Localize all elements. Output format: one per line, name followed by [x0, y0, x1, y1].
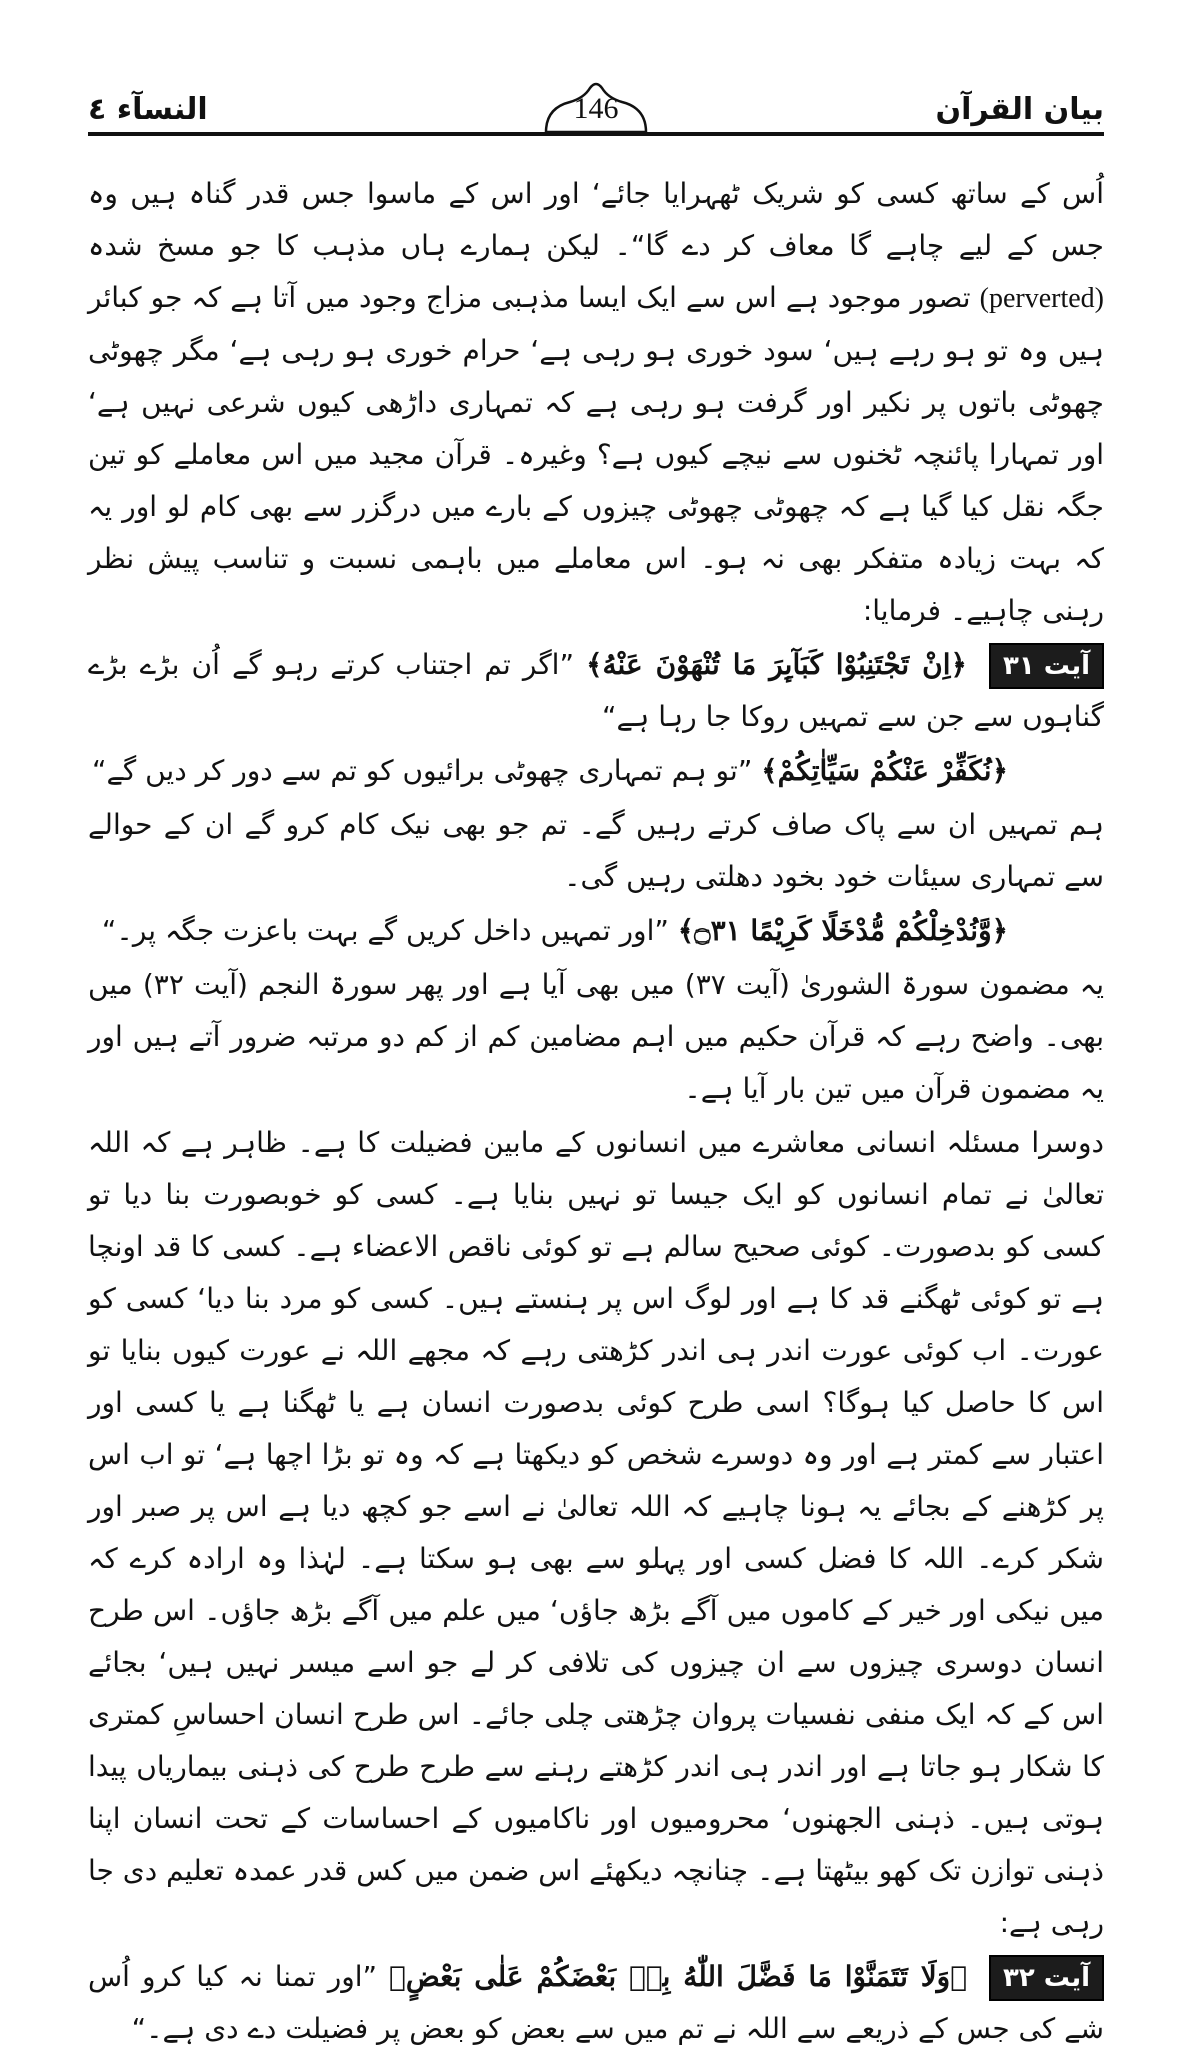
verse-number-tag: آیت ۳۱ [989, 643, 1104, 689]
verse-translation: ”اور تمہیں داخل کریں گے بہت باعزت جگہ پر۔“ [101, 914, 669, 947]
page-number-badge [540, 78, 652, 140]
page-body [88, 168, 1104, 2057]
verse-line [88, 639, 1104, 743]
paragraph-text: یہ مضمون سورۃ الشوریٰ (آیت ۳۷) میں بھی آیا ہے اور پھر سورۃ النجم (آیت ۳۲) میں بھی۔ واضح رہے کہ قرآن حکیم میں اہم مضامین کم از کم دو مرتبہ ضرور آتے ہیں اور یہ مضمون قرآن میں تین بار آیا ہے۔ [88, 968, 1104, 1105]
paragraph-text: اُس کے ساتھ کسی کو شریک ٹھہرایا جائے‘ اور اس کے ماسوا جس قدر گناہ ہیں وہ جس کے لیے چاہے گا معاف کر دے گا“۔ لیکن ہمارے ہاں مذہب کا جو مسخ شدہ [88, 177, 1104, 262]
arabic-verse: ﴿وَّنُدْخِلْكُمْ مُّدْخَلًا كَرِيْمًا ۝۳۱﴾ [677, 914, 1008, 947]
arabic-verse: ﴿وَلَا تَتَمَنَّوْا مَا فَضَّلَ اللّٰهُ بِهٖ بَعْضَكُمْ عَلٰى بَعْضٍ﴾ [389, 1960, 967, 1993]
paragraph [88, 959, 1104, 1115]
paragraph [88, 1117, 1104, 1949]
arabic-verse: ﴿اِنْ تَجْتَنِبُوْا كَبَآىِٕرَ مَا تُنْهَوْنَ عَنْهُ﴾ [586, 648, 967, 681]
verse-translation: ”اور تمنا نہ کیا کرو اُس شے کی جس کے ذریعے سے اللہ نے تم میں سے بعض کو بعض پر فضیلت دے دی ہے۔“ [88, 1960, 1104, 2045]
arabic-verse: ﴿نُكَفِّرْ عَنْكُمْ سَيِّاٰتِكُمْ﴾ [761, 754, 1008, 787]
book-title: بیان القرآن [919, 92, 1104, 127]
paragraph-text: ہم تمہیں ان سے پاک صاف کرتے رہیں گے۔ تم جو بھی نیک کام کرو گے ان کے حوالے سے تمہاری سیئات خود بخود دھلتی رہیں گی۔ [88, 808, 1104, 893]
paragraph-text: تصور موجود ہے اس سے ایک ایسا مذہبی مزاج وجود میں آتا ہے کہ جو کبائر ہیں وہ تو ہو رہے ہیں‘ سود خوری ہو رہی ہے‘ حرام خوری ہو رہی ہے‘ مگر چھوٹی چھوٹی باتوں پر نکیر اور گرفت ہو رہی ہے کہ تمہاری داڑھی کیوں شرعی نہیں ہے‘ اور تمہارا پائنچہ ٹخنوں سے نیچے کیوں ہے؟ وغیرہ۔ قرآن مجید میں اس معاملے کو تین جگہ نقل کیا گیا ہے کہ چھوٹی چھوٹی چیزوں کے بارے میں درگزر سے بھی کام لو اور یہ کہ بہت زیادہ متفکر بھی نہ ہو۔ اس معاملے میں باہمی نسبت و تناسب پیش نظر رہنی چاہیے۔ فرمایا: [88, 281, 1104, 627]
page-number: 146 [573, 92, 619, 125]
verse-translation: ”اگر تم اجتناب کرتے رہو گے اُن بڑے بڑے گناہوں سے جن سے تمہیں روکا جا رہا ہے“ [88, 648, 1104, 733]
verse-line [88, 905, 1104, 957]
verse-line [88, 1951, 1104, 2055]
paragraph [88, 168, 1104, 637]
english-term: (perverted) [979, 283, 1104, 314]
verse-translation: ”تو ہم تمہاری چھوٹی برائیوں کو تم سے دور کر دیں گے“ [91, 754, 753, 787]
page-header [88, 88, 1104, 142]
surah-name: النسآء ٤ [88, 92, 224, 127]
paragraph [88, 799, 1104, 903]
verse-line [88, 745, 1104, 797]
verse-number-tag: آیت ۳۲ [989, 1955, 1104, 2001]
paragraph-text: دوسرا مسئلہ انسانی معاشرے میں انسانوں کے مابین فضیلت کا ہے۔ ظاہر ہے کہ اللہ تعالیٰ نے تمام انسانوں کو ایک جیسا تو نہیں بنایا ہے۔ کسی کو خوبصورت بنا دیا تو کسی کو بدصورت۔ کوئی صحیح سالم ہے تو کوئی ناقص الاعضاء ہے۔ کسی کا قد اونچا ہے تو کوئی ٹھگنے قد کا ہے اور لوگ اس پر ہنستے ہیں۔ کسی کو مرد بنا دیا‘ کسی کو عورت۔ اب کوئی عورت اندر ہی اندر کڑھتی رہے کہ مجھے اللہ نے عورت کیوں بنایا تو اس کا حاصل کیا ہوگا؟ اسی طرح کوئی بدصورت انسان ہے یا ٹھگنا ہے یا کسی اور اعتبار سے کمتر ہے اور وہ دوسرے شخص کو دیکھتا ہے کہ وہ تو بڑا اچھا ہے‘ تو اب اس پر کڑھنے کے بجائے یہ ہونا چاہیے کہ اللہ تعالیٰ نے اسے جو کچھ دیا ہے اس پر صبر اور شکر کرے۔ اللہ کا فضل کسی اور پہلو سے بھی ہو سکتا ہے۔ لہٰذا وہ ارادہ کرے کہ میں نیکی اور خیر کے کاموں میں آگے بڑھ جاؤں‘ میں علم میں آگے بڑھ جاؤں۔ اس طرح انسان دوسری چیزوں سے ان چیزوں کی تلافی کر لے جو اسے میسر نہیں ہیں‘ بجائے اس کے کہ ایک منفی نفسیات پروان چڑھتی چلی جائے۔ اس طرح انسان احساسِ کمتری کا شکار ہو جاتا ہے اور اندر ہی اندر کڑھتے رہنے سے طرح طرح کی ذہنی بیماریاں پیدا ہوتی ہیں۔ ذہنی الجھنوں‘ محرومیوں اور ناکامیوں کے احساسات کے تحت انسان اپنا ذہنی توازن تک کھو بیٹھتا ہے۔ چنانچہ دیکھئے اس ضمن میں کس قدر عمدہ تعلیم دی جا رہی ہے: [88, 1126, 1104, 1939]
